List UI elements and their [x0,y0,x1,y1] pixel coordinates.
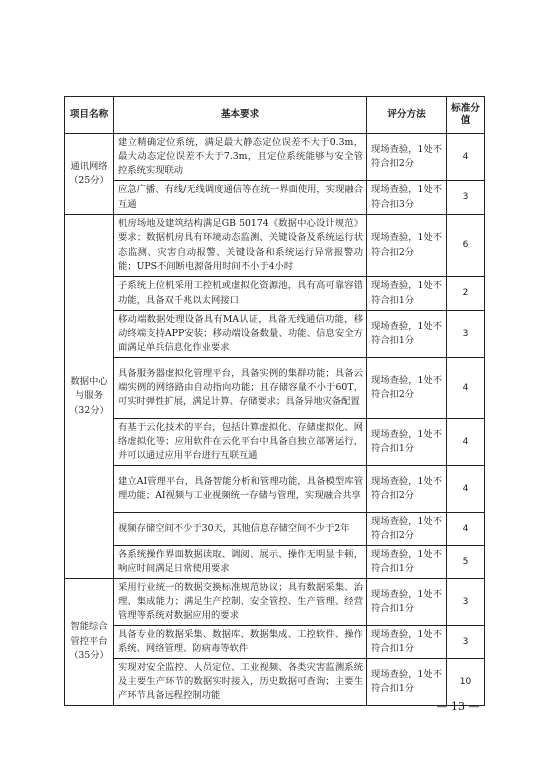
score-cell: 6 [447,215,485,277]
score-cell: 2 [447,277,485,311]
method-cell: 现场查验，1处不符合扣1分 [367,311,447,358]
header-method: 评分方法 [367,97,447,134]
requirement-cell: 具备专业的数据采集、数据库、数据集成、工控软件、操作系统、网络管理、防病毒等软件 [114,626,367,659]
table-row [65,626,485,659]
score-cell: 4 [447,134,485,181]
requirement-cell: 实现对安全监控、人员定位、工业视频、各类灾害监测系统及主要生产环节的数据实时接入，历史数据可查询；主要生产环节具备远程控制功能 [114,659,367,706]
requirement-cell: 子系统上位机采用工控机或虚拟化资源池，具有高可靠容错功能，具备双千兆以太网接口 [114,277,367,311]
method-cell: 现场查验，1处不符合扣1分 [367,419,447,466]
table-header-row [65,97,485,134]
score-cell: 4 [447,358,485,419]
method-cell: 现场查验，1处不符合扣1分 [367,277,447,311]
method-cell: 现场查验，1处不符合扣2分 [367,513,447,546]
table-row [65,659,485,706]
header-requirement: 基本要求 [114,97,367,134]
method-cell: 现场查验，1处不符合扣1分 [367,659,447,706]
table-row [65,466,485,513]
table-row [65,181,485,215]
table-row [65,419,485,466]
method-cell: 现场查验，1处不符合扣1分 [367,579,447,626]
table-row [65,134,485,181]
method-cell: 现场查验，1处不符合扣2分 [367,215,447,277]
method-cell: 现场查验，1处不符合扣2分 [367,134,447,181]
score-cell: 4 [447,513,485,546]
table-row [65,311,485,358]
method-cell: 现场查验，1处不符合扣1分 [367,626,447,659]
table-row [65,579,485,626]
score-cell: 10 [447,659,485,706]
score-cell: 5 [447,546,485,579]
score-cell: 3 [447,181,485,215]
table-row [65,277,485,311]
table-row [65,215,485,277]
table-row [65,546,485,579]
requirement-cell: 应急广播、有线/无线调度通信等在统一界面使用，实现融合互通 [114,181,367,215]
requirement-cell: 移动端数据处理设备具有MA认证，具备无线通信功能，移动终端支持APP安装；移动端设备数量、功能、信息安全方面满足单兵信息化作业要求 [114,311,367,358]
table-row [65,358,485,419]
requirement-cell: 各系统操作界面数据读取、调阅、展示、操作无明显卡顿，响应时间满足日常使用要求 [114,546,367,579]
requirement-cell: 采用行业统一的数据交换标准规范协议；具有数据采集、治理、集成能力；满足生产控制、安全管控、生产管理、经营管理等系统对数据应用的要求 [114,579,367,626]
requirement-cell: 建立精确定位系统，满足最大静态定位误差不大于0.3m，最大动态定位误差不大于7.3m，且定位系统能够与安全管控系统实现联动 [114,134,367,181]
score-cell: 3 [447,579,485,626]
requirements-table [64,96,485,706]
requirement-cell: 建立AI管理平台，具备智能分析和管理功能，具备模型库管理功能；AI视频与工业视频统一存储与管理，实现融合共享 [114,466,367,513]
category-cell: 智能综合管控平台（35分） [65,579,114,706]
score-cell: 3 [447,626,485,659]
score-cell: 3 [447,311,485,358]
requirement-cell: 机房场地及建筑结构满足GB 50174《数据中心设计规范》要求；数据机房具有环境动态监测、关键设备及系统运行状态监测、灾害自动报警、关键设备和系统运行异常报警功能；UPS不间断电源备用时间不小于4小时 [114,215,367,277]
table-row [65,513,485,546]
method-cell: 现场查验，1处不符合扣1分 [367,546,447,579]
category-cell: 数据中心与服务（32分） [65,215,114,579]
header-category: 项目名称 [65,97,114,134]
header-score: 标准分值 [447,97,485,134]
page-number: — 13 — [436,700,480,713]
requirement-cell: 有基于云化技术的平台，包括计算虚拟化、存储虚拟化、网络虚拟化等；应用软件在云化平台中具备自独立部署运行，并可以通过应用平台进行互联互通 [114,419,367,466]
requirement-cell: 具备服务器虚拟化管理平台，具备实例的集群功能；具备云端实例的网络路由自动指向功能；且存储容量不小于60T，可实时弹性扩展，满足计算、存储要求；具备异地灾备配置 [114,358,367,419]
score-cell: 4 [447,419,485,466]
method-cell: 现场查验，1处不符合扣3分 [367,181,447,215]
score-cell: 4 [447,466,485,513]
method-cell: 现场查验，1处不符合扣2分 [367,358,447,419]
category-cell: 通讯网络（25分） [65,134,114,215]
method-cell: 现场查验，1处不符合扣2分 [367,466,447,513]
requirement-cell: 视频存储空间不少于30天，其他信息存储空间不少于2年 [114,513,367,546]
